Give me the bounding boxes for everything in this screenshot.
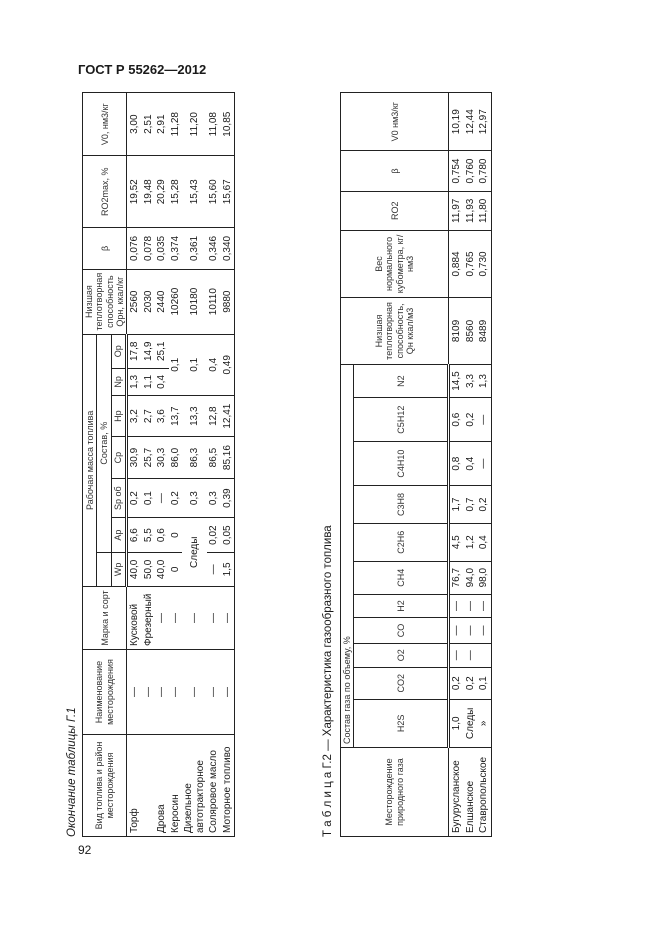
cell-s: 0,3 <box>182 478 207 518</box>
table-2-caption: Т а б л и ц а Г.2 — Характеристика газообразного топлива <box>322 525 334 837</box>
cell-v0: 10,85 <box>221 93 235 156</box>
cell-a: 0,6 <box>155 518 169 552</box>
cell-q: 8560 <box>464 297 478 364</box>
cell-beta: 0,346 <box>207 228 221 269</box>
cell-n2: 3,3 <box>464 364 478 397</box>
cell-h2s: Следы <box>464 699 478 747</box>
col-ro2: RO2max, % <box>83 156 127 228</box>
cell-deposit: — <box>182 650 207 735</box>
col-s: Sр об <box>111 478 127 518</box>
cell-w: — <box>207 552 221 586</box>
cell-h2s: 1,0 <box>449 699 464 747</box>
cell-c4h10: 0,8 <box>449 442 464 486</box>
cell-h2: — <box>449 594 464 617</box>
cell-c: 25,7 <box>142 437 156 478</box>
cell-deposit: — <box>127 650 142 735</box>
cell-weight: 0,884 <box>449 230 464 297</box>
cell-n2: 1,3 <box>477 364 491 397</box>
cell-grade: — <box>182 587 207 650</box>
cell-n: 1,1 <box>142 368 156 395</box>
cell-h: 3,6 <box>155 395 169 436</box>
col-ch4: CH4 <box>354 561 449 594</box>
standard-header: ГОСТ Р 55262—2012 <box>78 62 207 77</box>
col-v0: V0, нм3/кг <box>83 93 127 156</box>
cell-c5h12: — <box>477 398 491 442</box>
cell-v0: 11,28 <box>169 93 183 156</box>
cell-q: 2560 <box>127 269 142 334</box>
cell-v0: 2,91 <box>155 93 169 156</box>
cell-fuel: Дрова <box>155 735 169 837</box>
cell-h: 12,8 <box>207 395 221 436</box>
table-row <box>142 93 156 837</box>
table-row <box>449 93 464 837</box>
col-v0: V0 нм3/кг <box>341 93 449 151</box>
cell-s: 0,1 <box>142 478 156 518</box>
table-row <box>169 93 183 837</box>
cell-c: 86,0 <box>169 437 183 478</box>
cell-v0: 12,97 <box>477 93 491 151</box>
cell-c3h8: 0,2 <box>477 486 491 524</box>
cell-co: — <box>477 618 491 644</box>
cell-deposit: Бугурусланское <box>449 748 464 837</box>
col-q: Низшая теплотворная способность, Qн ккал/м3 <box>341 297 449 364</box>
cell-c5h12: 0,2 <box>464 398 478 442</box>
cell-grade: — <box>221 587 235 650</box>
cell-ro2: 11,97 <box>449 191 464 230</box>
col-n: Nр <box>111 368 127 395</box>
table-row <box>477 93 491 837</box>
cell-beta: 0,361 <box>182 228 207 269</box>
cell-c: 30,3 <box>155 437 169 478</box>
col-co2: CO2 <box>354 667 449 699</box>
col-composition: Состав, % <box>97 334 111 552</box>
cell-c: 85,16 <box>221 437 235 478</box>
table-row <box>221 93 235 837</box>
table-2 <box>340 92 492 837</box>
cell-s: 0,3 <box>207 478 221 518</box>
cell-c2h6: 0,4 <box>477 523 491 561</box>
cell-deposit: — <box>169 650 183 735</box>
col-beta: β <box>341 151 449 191</box>
col-q: Низшая теплотворная способность Qрн, ккал/кг <box>83 269 127 334</box>
col-a: Aр <box>111 518 127 552</box>
cell-w: 1,5 <box>221 552 235 586</box>
cell-co2: 0,2 <box>464 667 478 699</box>
cell-v0: 2,51 <box>142 93 156 156</box>
cell-q: 8489 <box>477 297 491 364</box>
cell-beta: 0,035 <box>155 228 169 269</box>
cell-c2h6: 1,2 <box>464 523 478 561</box>
cell-ro2: 15,43 <box>182 156 207 228</box>
table-row <box>182 93 207 837</box>
cell-o: 14,9 <box>142 334 156 368</box>
cell-fuel <box>142 735 156 837</box>
table-row <box>127 93 142 837</box>
cell-c3h8: 1,7 <box>449 486 464 524</box>
cell-s: 0,2 <box>169 478 183 518</box>
cell-ro2: 11,80 <box>477 191 491 230</box>
cell-beta: 0,780 <box>477 151 491 191</box>
cell-c4h10: 0,4 <box>464 442 478 486</box>
cell-c2h6: 4,5 <box>449 523 464 561</box>
cell-deposit: — <box>207 650 221 735</box>
cell-n-o: 0,1 <box>169 334 183 395</box>
cell-ro2: 19,52 <box>127 156 142 228</box>
cell-o2 <box>477 643 491 667</box>
cell-q: 10110 <box>207 269 221 334</box>
table-1-container <box>66 77 306 837</box>
col-c4h10: C4H10 <box>354 442 449 486</box>
cell-fuel: Дизельное автотракторное <box>182 735 207 837</box>
cell-weight: 0,765 <box>464 230 478 297</box>
cell-c3h8: 0,7 <box>464 486 478 524</box>
cell-h2: — <box>477 594 491 617</box>
cell-n2: 14,5 <box>449 364 464 397</box>
cell-q: 2030 <box>142 269 156 334</box>
cell-c: 86,3 <box>182 437 207 478</box>
cell-c4h10: — <box>477 442 491 486</box>
cell-co: — <box>449 618 464 644</box>
table-row <box>207 93 221 837</box>
cell-h2: — <box>464 594 478 617</box>
cell-o2: — <box>449 643 464 667</box>
cell-q: 10260 <box>169 269 183 334</box>
cell-beta: 0,078 <box>142 228 156 269</box>
cell-a: 0,02 <box>207 518 221 552</box>
page-number: 92 <box>78 843 92 857</box>
cell-deposit: — <box>142 650 156 735</box>
table-row <box>155 93 169 837</box>
cell-n-o: 0,1 <box>182 334 207 395</box>
col-grade: Марка и сорт <box>83 587 127 650</box>
col-fuel: Вид топлива и район месторождения <box>83 735 127 837</box>
cell-o: 25,1 <box>155 334 169 368</box>
cell-grade: — <box>155 587 169 650</box>
col-working-mass: Рабочая масса топлива <box>83 334 97 586</box>
col-c5h12: C5H12 <box>354 398 449 442</box>
cell-ro2: 15,67 <box>221 156 235 228</box>
col-beta: β <box>83 228 127 269</box>
cell-w: 40,0 <box>155 552 169 586</box>
cell-v0: 11,08 <box>207 93 221 156</box>
cell-q: 2440 <box>155 269 169 334</box>
cell-ro2: 20,29 <box>155 156 169 228</box>
cell-w: 0 <box>169 552 183 586</box>
cell-n: 0,4 <box>155 368 169 395</box>
cell-c5h12: 0,6 <box>449 398 464 442</box>
cell-c: 86,5 <box>207 437 221 478</box>
cell-h2s: » <box>477 699 491 747</box>
table-1 <box>82 92 235 837</box>
cell-co2: 0,1 <box>477 667 491 699</box>
table-1-caption: Окончание таблицы Г.1 <box>66 707 78 837</box>
cell-s: 0,39 <box>221 478 235 518</box>
col-h: Hр <box>111 395 127 436</box>
cell-q: 9880 <box>221 269 235 334</box>
cell-co2: 0,2 <box>449 667 464 699</box>
cell-s: 0,2 <box>127 478 142 518</box>
cell-ch4: 94,0 <box>464 561 478 594</box>
col-deposit: Наименование месторождения <box>83 650 127 735</box>
cell-ro2: 11,93 <box>464 191 478 230</box>
cell-q: 8109 <box>449 297 464 364</box>
table-row <box>464 93 478 837</box>
cell-o: 17,8 <box>127 334 142 368</box>
cell-v0: 10,19 <box>449 93 464 151</box>
cell-ch4: 76,7 <box>449 561 464 594</box>
cell-fuel: Торф <box>127 735 142 837</box>
cell-beta: 0,760 <box>464 151 478 191</box>
cell-a: 5,5 <box>142 518 156 552</box>
cell-beta: 0,076 <box>127 228 142 269</box>
col-n2: N2 <box>354 364 449 397</box>
cell-h: 13,7 <box>169 395 183 436</box>
cell-h: 2,7 <box>142 395 156 436</box>
col-o: Oр <box>111 334 127 368</box>
cell-h: 13,3 <box>182 395 207 436</box>
cell-a: 6,6 <box>127 518 142 552</box>
cell-w-a: Следы <box>182 518 207 587</box>
col-c2h6: C2H6 <box>354 523 449 561</box>
cell-co: — <box>464 618 478 644</box>
cell-h: 12,41 <box>221 395 235 436</box>
cell-ro2: 15,28 <box>169 156 183 228</box>
cell-w: 50,0 <box>142 552 156 586</box>
col-co: CO <box>354 618 449 644</box>
cell-fuel: Керосин <box>169 735 183 837</box>
cell-grade: — <box>207 587 221 650</box>
cell-deposit: Елшанское <box>464 748 478 837</box>
cell-deposit: Ставропольское <box>477 748 491 837</box>
col-c3h8: C3H8 <box>354 486 449 524</box>
col-w: Wр <box>111 552 127 586</box>
cell-n-o: 0,49 <box>221 334 235 395</box>
cell-v0: 12,44 <box>464 93 478 151</box>
col-h2: H2 <box>354 594 449 617</box>
cell-o2: — <box>464 643 478 667</box>
table-2-container <box>322 77 622 837</box>
cell-w: 40,0 <box>127 552 142 586</box>
cell-v0: 11,20 <box>182 93 207 156</box>
cell-q: 10180 <box>182 269 207 334</box>
cell-fuel: Соляровое масло <box>207 735 221 837</box>
cell-a: 0 <box>169 518 183 552</box>
cell-beta: 0,374 <box>169 228 183 269</box>
col-deposit: Месторождение природного газа <box>341 748 449 837</box>
cell-deposit: — <box>221 650 235 735</box>
cell-beta: 0,340 <box>221 228 235 269</box>
cell-c: 30,9 <box>127 437 142 478</box>
col-c: Cр <box>111 437 127 478</box>
cell-h: 3,2 <box>127 395 142 436</box>
cell-ro2: 15,60 <box>207 156 221 228</box>
cell-ch4: 98,0 <box>477 561 491 594</box>
cell-n-o: 0,4 <box>207 334 221 395</box>
cell-beta: 0,754 <box>449 151 464 191</box>
col-weight: Вес нормального кубометра, кг/нм3 <box>341 230 449 297</box>
cell-fuel: Моторное топливо <box>221 735 235 837</box>
cell-weight: 0,730 <box>477 230 491 297</box>
cell-ro2: 19,48 <box>142 156 156 228</box>
cell-deposit: — <box>155 650 169 735</box>
cell-v0: 3,00 <box>127 93 142 156</box>
col-o2: O2 <box>354 643 449 667</box>
cell-n: 1,3 <box>127 368 142 395</box>
col-ro2: RO2 <box>341 191 449 230</box>
cell-grade: — <box>169 587 183 650</box>
cell-grade: Фрезерный <box>142 587 156 650</box>
col-composition: Состав газа по объему, % <box>341 364 354 747</box>
cell-a: 0,05 <box>221 518 235 552</box>
cell-grade: Кусковой <box>127 587 142 650</box>
col-h2s: H2S <box>354 699 449 747</box>
cell-s: — <box>155 478 169 518</box>
